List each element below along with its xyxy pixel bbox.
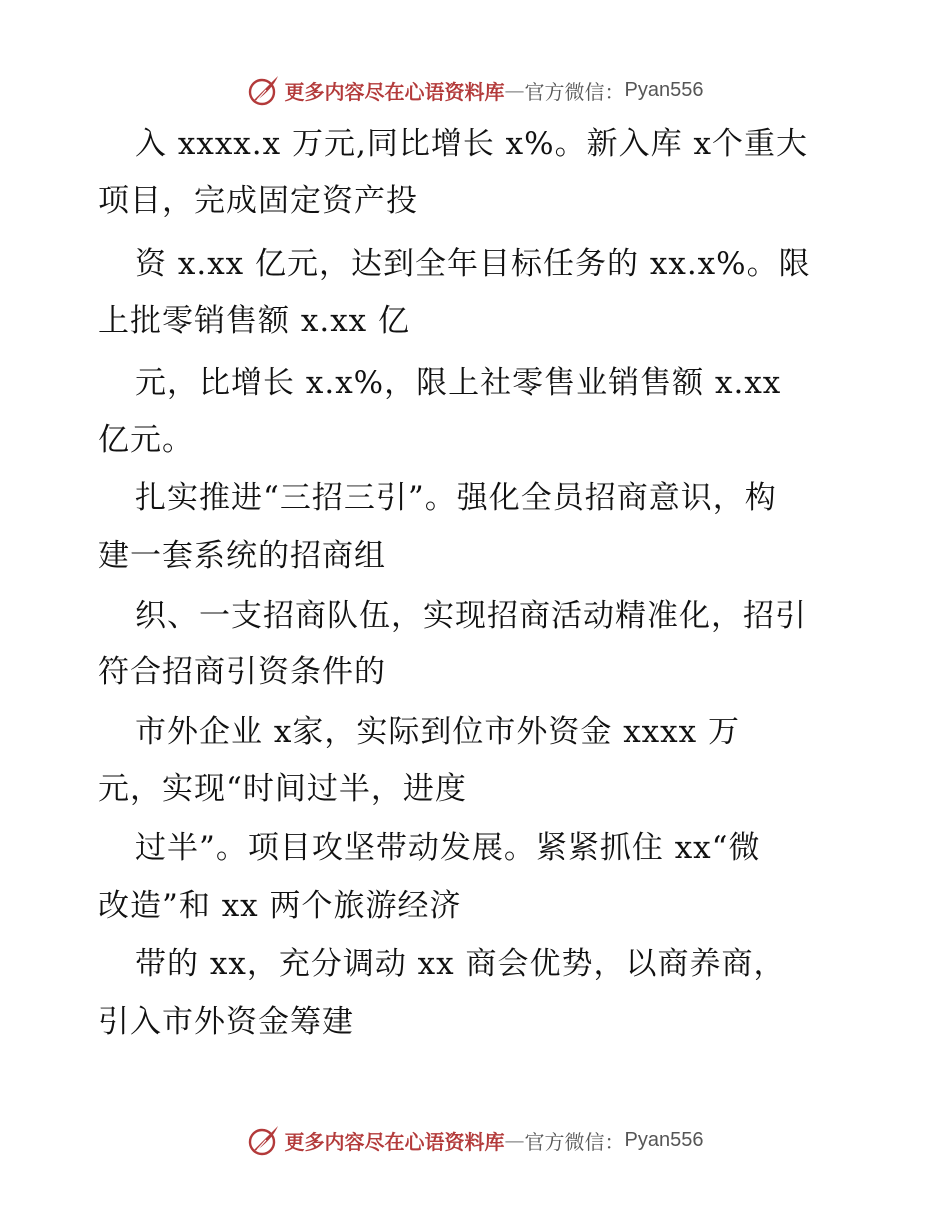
body-line: 符合招商引资条件的 [98,654,386,690]
body-line: 引入市外资金筹建 [98,1004,354,1040]
body-line: 项目，完成固定资产投 [98,183,418,219]
body-line: 上批零销售额 x.xx 亿 [98,303,411,339]
body-line: 资 x.xx 亿元，达到全年目标任务的 xx.x%。限 [135,246,811,282]
body-line: 扎实推进“三招三引”。强化全员招商意识，构 [135,480,777,516]
body-line: 改造”和 xx 两个旅游经济 [98,888,462,924]
header-wechat-label: 官方微信： [524,79,625,104]
body-line: 过半”。项目攻坚带动发展。紧紧抓住 xx“微 [135,830,761,866]
body-line: 织、一支招商队伍，实现招商活动精准化，招引 [135,598,807,634]
header-banner [0,70,950,110]
body-line: 元，实现“时间过半，进度 [98,771,467,807]
body-line: 带的 xx，充分调动 xx 商会优势，以商养商， [135,946,786,982]
feather-pen-logo-icon [247,73,281,107]
header-wechat-id: Pyan556 [624,78,704,101]
footer-dash: — [504,1128,525,1152]
header-brand-text: 更多内容尽在心语资料库 [284,79,505,104]
feather-pen-logo-icon [247,1123,281,1157]
header-dash: — [504,78,525,102]
body-line: 元，比增长 x.x%，限上社零售业销售额 x.xx [135,365,782,401]
footer-brand-text: 更多内容尽在心语资料库 [284,1129,505,1154]
footer-banner [0,1120,950,1160]
footer-wechat-label: 官方微信： [524,1129,625,1154]
body-line: 市外企业 x家，实际到位市外资金 xxxx 万 [135,714,740,750]
body-line: 建一套系统的招商组 [98,538,386,574]
body-line: 入 xxxx.x 万元,同比增长 x%。新入库 x个重大 [135,126,808,162]
footer-wechat-id: Pyan556 [624,1128,704,1151]
body-line: 亿元。 [98,422,194,458]
